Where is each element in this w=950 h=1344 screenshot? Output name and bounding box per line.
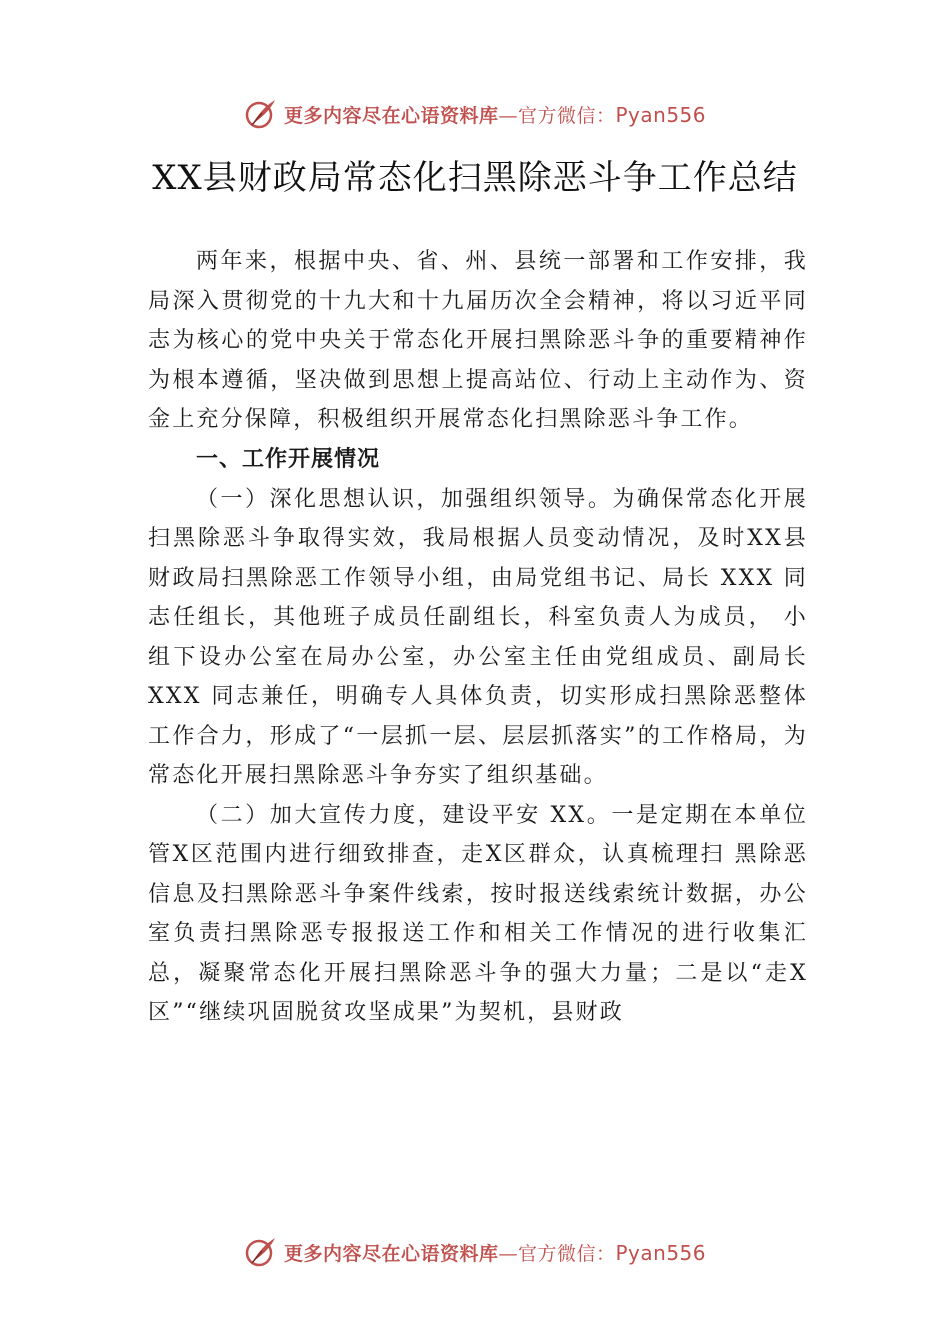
banner-wechat-label: 官方微信：: [517, 1242, 616, 1265]
header-banner: [0, 94, 950, 134]
footer-banner: [0, 1232, 950, 1272]
banner-wechat-id: Pyan556: [615, 102, 707, 127]
banner-wechat-label: 官方微信：: [517, 104, 616, 127]
item-paragraph-2: （二）加大宣传力度，建设平安 XX。一是定期在本单位管X区范围内进行细致排查，走X区群众，认真梳理扫 黑除恶信息及扫黑除恶斗争案件线索，按时报送线索统计数据，办公室负责扫黑除恶专报报送工作和相关工作情况的进行收集汇总，凝聚常态化开展扫黑除恶斗争的强大力量；二是以“走X区”“继续巩固脱贫攻坚成果”为契机，县财政: [148, 802, 808, 1025]
banner-text: [284, 1239, 706, 1266]
section-heading: 一、工作开展情况: [196, 446, 381, 472]
feather-logo-icon: [244, 97, 278, 131]
banner-text: [284, 101, 706, 128]
document-body: [148, 242, 808, 1033]
feather-logo-icon: [244, 1235, 278, 1269]
banner-brand: 更多内容尽在心语资料库: [283, 1242, 499, 1265]
document-title: XX县财政局常态化扫黑除恶斗争工作总结: [152, 158, 798, 198]
banner-brand: 更多内容尽在心语资料库: [283, 104, 499, 127]
banner-separator: —: [498, 1242, 518, 1265]
banner-separator: —: [498, 104, 518, 127]
banner-wechat-id: Pyan556: [615, 1240, 707, 1265]
intro-paragraph: 两年来，根据中央、省、州、县统一部署和工作安排，我局深入贯彻党的十九大和十九届历次全会精神，将以习近平同志为核心的党中央关于常态化开展扫黑除恶斗争的重要精神作为根本遵循，坚决做到思想上提高站位、行动上主动作为、资金上充分保障，积极组织开展常态化扫黑除恶斗争工作。: [148, 249, 808, 432]
item-paragraph-1: （一）深化思想认识，加强组织领导。为确保常态化开展扫黑除恶斗争取得实效，我局根据人员变动情况，及时XX县财政局扫黑除恶工作领导小组，由局党组书记、局长 XXX 同志任组长，其他班子成员任副组长，科室负责人为成员， 小组下设办公室在局办公室，办公室主任由党组成员、副局长 XXX 同志兼任，明确专人具体负责，切实形成扫黑除恶整体工作合力，形成了“一层抓一层、层层抓落实”的工作格局，为常态化开展扫黑除恶斗争夯实了组织基础。: [148, 486, 808, 788]
